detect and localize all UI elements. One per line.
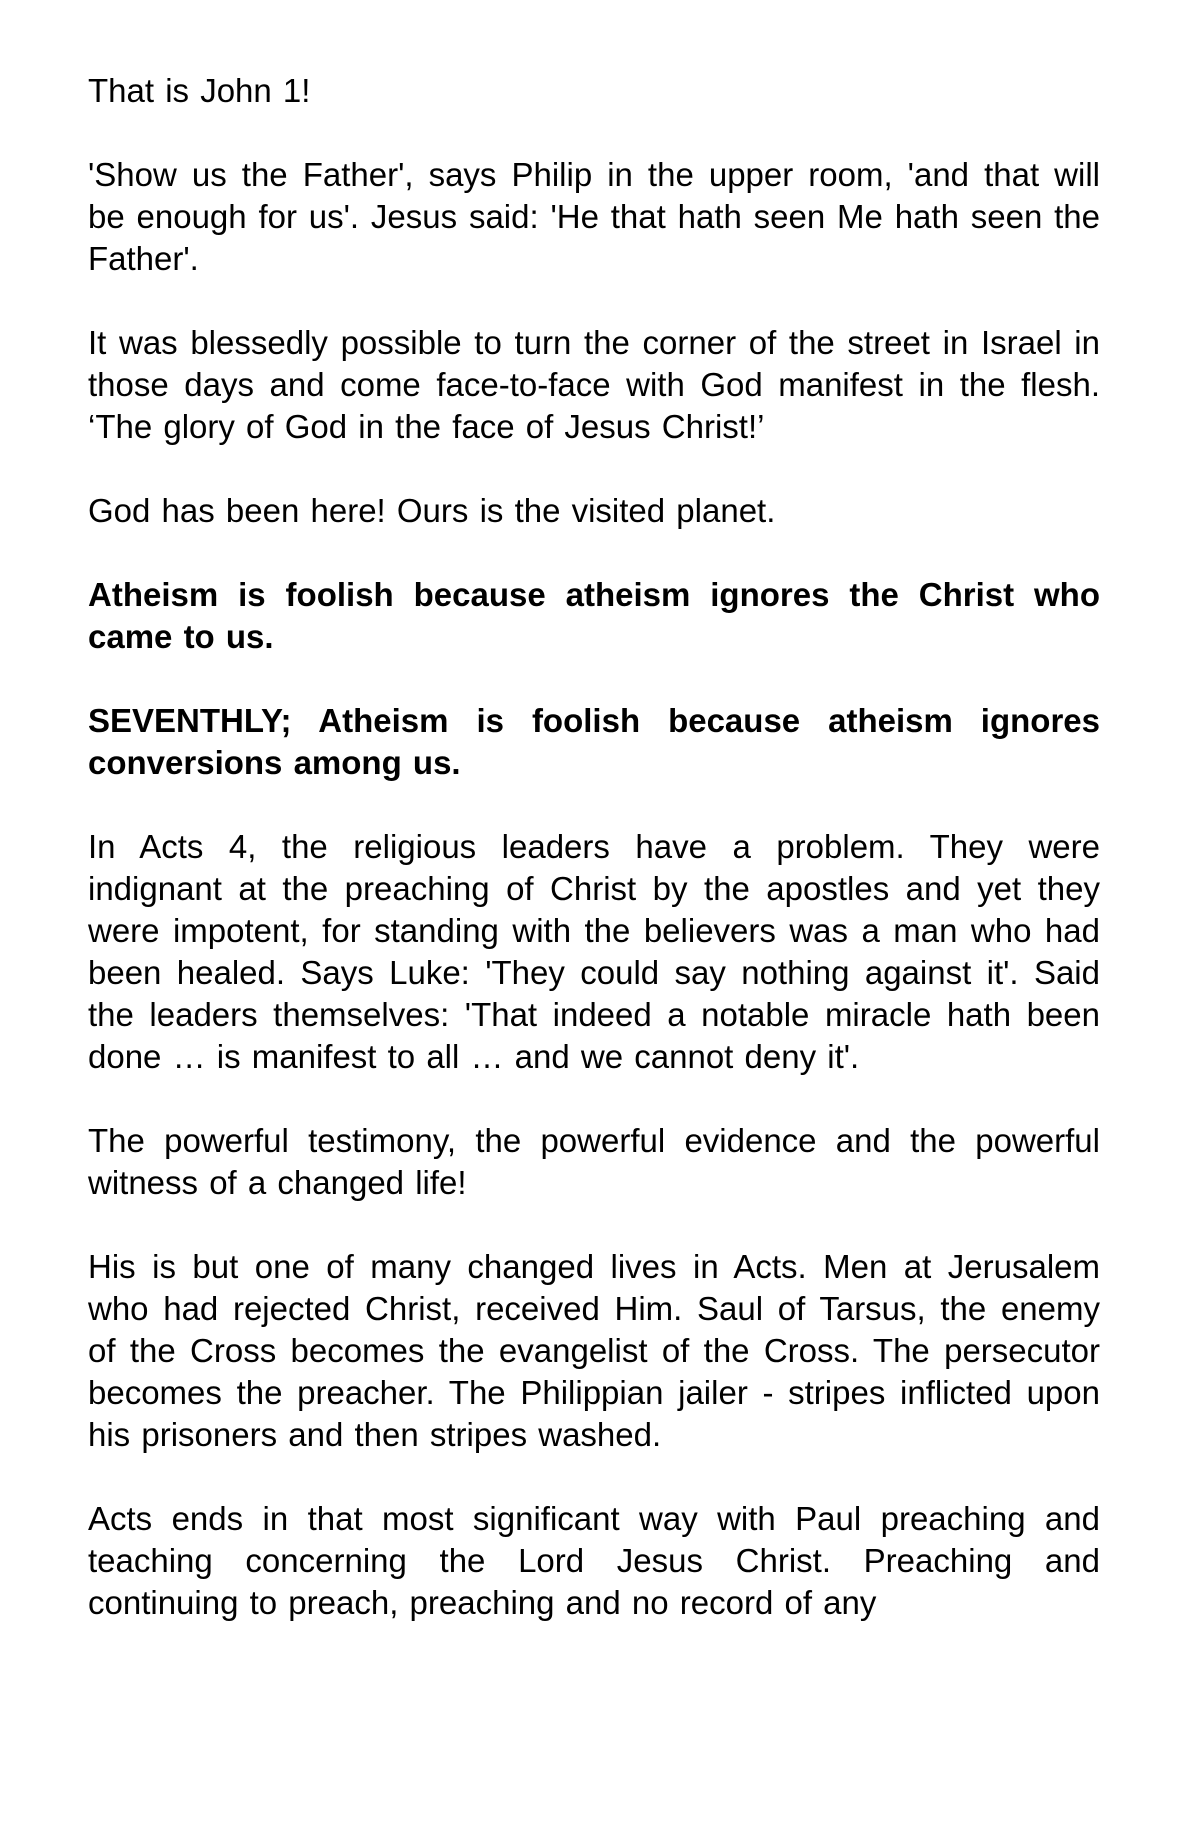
paragraph-bold-statement: Atheism is foolish because atheism ignores the Christ who came to us.: [88, 576, 1100, 655]
paragraph-bold-heading-seventhly: SEVENTHLY; Atheism is foolish because atheism ignores conversions among us.: [88, 702, 1100, 781]
paragraph: The powerful testimony, the powerful evidence and the powerful witness of a changed life!: [88, 1122, 1100, 1201]
paragraph: That is John 1!: [88, 72, 311, 109]
paragraph: 'Show us the Father', says Philip in the upper room, 'and that will be enough for us'. Jesus said: 'He that hath seen Me hath seen the Father'.: [88, 156, 1100, 277]
paragraph: It was blessedly possible to turn the corner of the street in Israel in those days and come face-to-face with God manifest in the flesh. ‘The glory of God in the face of Jesus Christ!’: [88, 324, 1100, 445]
paragraph: In Acts 4, the religious leaders have a problem. They were indignant at the preaching of Christ by the apostles and yet they were impotent, for standing with the believers was a man who had been healed. Says Luke: 'They could say nothing against it'. Said the leaders themselves: 'That indeed a notable miracle hath been done … is manifest to all … and we cannot deny it'.: [88, 828, 1100, 1075]
paragraph: Acts ends in that most significant way with Paul preaching and teaching concerning the Lord Jesus Christ. Preaching and continuing to preach, preaching and no record of any: [88, 1500, 1100, 1621]
paragraph: His is but one of many changed lives in Acts. Men at Jerusalem who had rejected Christ, received Him. Saul of Tarsus, the enemy of the Cross becomes the evangelist of the Cross. The persecutor becomes the preacher. The Philippian jailer - stripes inflicted upon his prisoners and then stripes washed.: [88, 1248, 1100, 1453]
paragraph: God has been here! Ours is the visited planet.: [88, 492, 776, 529]
